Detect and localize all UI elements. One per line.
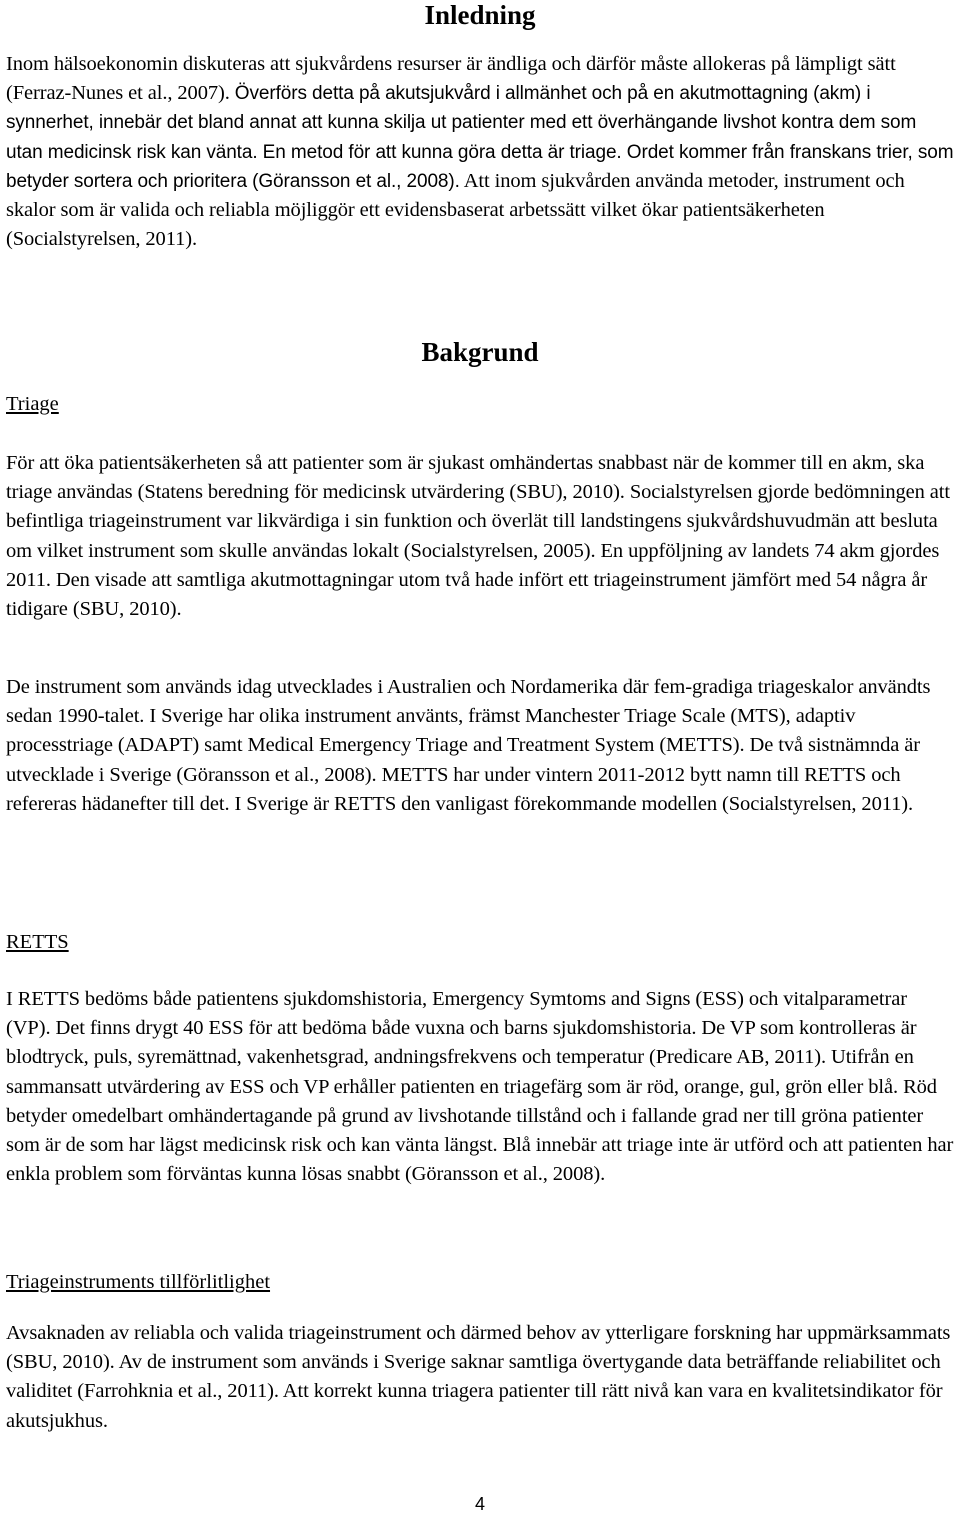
- heading-bakgrund: Bakgrund: [421, 337, 539, 367]
- subheading-reliability: Triageinstruments tillförlitlighet: [6, 1271, 271, 1293]
- subheading-triage: Triage: [6, 393, 59, 415]
- intro-text-part3: Att inom sjukvården använda metoder, instrument och skalor som är valida och reliabla möjliggör ett evidensbaserat arbetssätt vilket ökar patientsäkerheten (Socialstyrelsen, 2011).: [6, 169, 905, 251]
- triage-paragraph-2: De instrument som används idag utvecklades i Australien och Nordamerika där fem-gradiga triageskalor användts sedan 1990-talet. I Sverige har olika instrument använts, främst Manchester Triage Scale (MTS), adaptiv processtriage (ADAPT) samt Medical Emergency Triage and Treatment System (METTS). De två sistnämnda är utvecklade i Sverige (Göransson et al., 2008). METTS har under vintern 2011-2012 bytt namn till RETTS och refereras hädanefter till det. I Sverige är RETTS den vanligast förekommande modellen (Socialstyrelsen, 2011).: [6, 676, 931, 815]
- intro-paragraph: [6, 50, 956, 254]
- intro-text-part2: Överförs detta på akutsjukvård i allmänhet och på en akutmottagning (akm) i synnerhet, innebär det bland annat att kunna skilja ut patienter med ett överhängande livshot kontra dem som utan medicinsk risk kan vänta. En metod för att kunna göra detta är triage. Ordet kommer från franskans trier, som betyder sortera och prioritera (Göransson et al., 2008).: [6, 83, 954, 192]
- triage-paragraph-1: För att öka patientsäkerheten så att patienter som är sjukast omhändertas snabbast när de kommer till en akm, ska triage användas (Statens beredning för medicinsk utvärdering (SBU), 2010). Socialstyrelsen gjorde bedömningen att befintliga triageinstrument var likvärdiga i sin funktion och överlät till landstingens sjukvårdshuvudmän att besluta om vilket instrument som skulle användas lokalt (Socialstyrelsen, 2005). En uppföljning av landets 74 akm gjordes 2011. Den visade att samtliga akutmottagningar utom två hade infört ett triageinstrument jämfört med 54 några år tidigare (SBU, 2010).: [6, 452, 950, 621]
- retts-paragraph: I RETTS bedöms både patientens sjukdomshistoria, Emergency Symtoms and Signs (ESS) och vitalparametrar (VP). Det finns drygt 40 ESS för att bedöma både vuxna och barns sjukdomshistoria. De VP som kontrolleras är blodtryck, puls, syremättnad, vakenhetsgrad, andningsfrekvens och temperatur (Predicare AB, 2011). Utifrån en sammansatt utvärdering av ESS och VP erhåller patienten en triagefärg som är röd, orange, gul, grön eller blå. Röd betyder omedelbart omhändertagande på grund av livshotande tillstånd och i fallande grad ner till gröna patienter som är de som har lägst medicinsk risk och kan vänta längst. Blå innebär att triage inte är utförd och att patienten har enkla problem som förväntas kunna lösas snabbt (Göransson et al., 2008).: [6, 988, 954, 1186]
- intro-text-part1: Inom hälsoekonomin diskuteras att sjukvårdens resurser är ändliga och därför måste allokeras på lämpligt sätt (Ferraz-Nunes et al., 2007).: [6, 53, 896, 105]
- heading-inledning: Inledning: [424, 0, 536, 30]
- subheading-retts: RETTS: [6, 931, 69, 953]
- reliability-paragraph: Avsaknaden av reliabla och valida triageinstrument och därmed behov av ytterligare forskning har uppmärksammats (SBU, 2010). Av de instrument som används i Sverige saknar samtliga övertygande data beträffande reliabilitet och validitet (Farrohknia et al., 2011). Att korrekt kunna triagera patienter till rätt nivå kan vara en kvalitetsindikator för akutsjukhus.: [6, 1322, 951, 1432]
- page-number: 4: [474, 1494, 485, 1514]
